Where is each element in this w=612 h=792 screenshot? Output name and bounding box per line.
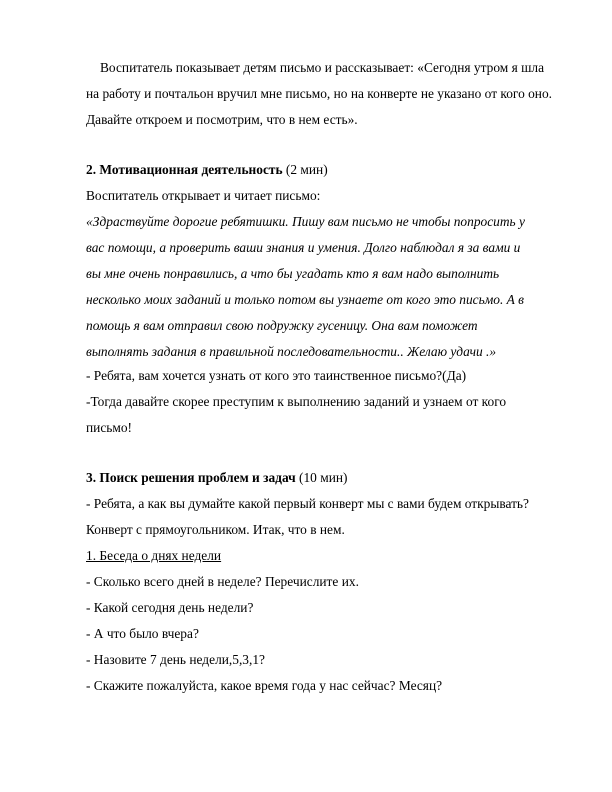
section-2-reads: Воспитатель открывает и читает письмо: [86, 188, 321, 203]
list-item: - А что было вчера? [86, 626, 199, 641]
list-item: - Какой сегодня день недели? [86, 600, 254, 615]
list-item: - Сколько всего дней в неделе? Перечислите их. [86, 574, 359, 589]
section-3-subheading: 1. Беседа о днях недели [86, 548, 222, 563]
letter-line: «Здраствуйте дорогие ребятишки. Пишу вам письмо не чтобы попросить у [86, 214, 525, 229]
section-3-heading [86, 470, 347, 486]
letter-line: помощь я вам отправил свою подружку гусеницу. Она вам поможет [86, 318, 478, 333]
intro-line-1: Воспитатель показывает детям письмо и рассказывает: «Сегодня утром я шла [100, 60, 545, 75]
section-2-question-2a: -Тогда давайте скорее преступим к выполнению заданий и узнаем от кого [86, 394, 507, 409]
letter-line: выполнять задания в правильной последовательности.. Желаю удачи .» [86, 344, 497, 359]
section-2-question-2b: письмо! [86, 420, 133, 435]
list-item: - Назовите 7 день недели,5,3,1? [86, 652, 265, 667]
section-3-question-2: Конверт с прямоугольником. Итак, что в нем. [86, 522, 345, 537]
section-2-heading [86, 162, 328, 178]
letter-line: несколько моих заданий и только потом вы узнаете от кого это письмо. А в [86, 292, 524, 307]
intro-line-3: Давайте откроем и посмотрим, что в нем есть». [86, 112, 358, 127]
section-2-title: Мотивационная деятельность [99, 162, 283, 177]
section-3-question-1: - Ребята, а как вы думайте какой первый конверт мы с вами будем открывать? [86, 496, 529, 511]
section-2-time: (2 мин) [282, 162, 328, 177]
section-2-question-1: - Ребята, вам хочется узнать от кого это таинственное письмо?(Да) [86, 368, 467, 383]
intro-line-2: на работу и почтальон вручил мне письмо, но на конверте не указано от кого оно. [86, 86, 553, 101]
letter-line: вы мне очень понравились, а что бы угадать кто я вам надо выполнить [86, 266, 500, 281]
section-3-number: 3. [86, 470, 97, 485]
list-item: - Скажите пожалуйста, какое время года у нас сейчас? Месяц? [86, 678, 443, 693]
letter-line: вас помощи, а проверить ваши знания и умения. Долго наблюдал я за вами и [86, 240, 521, 255]
section-3-time: (10 мин) [295, 470, 348, 485]
section-3-title: Поиск решения проблем и задач [99, 470, 296, 485]
section-2-number: 2. [86, 162, 97, 177]
